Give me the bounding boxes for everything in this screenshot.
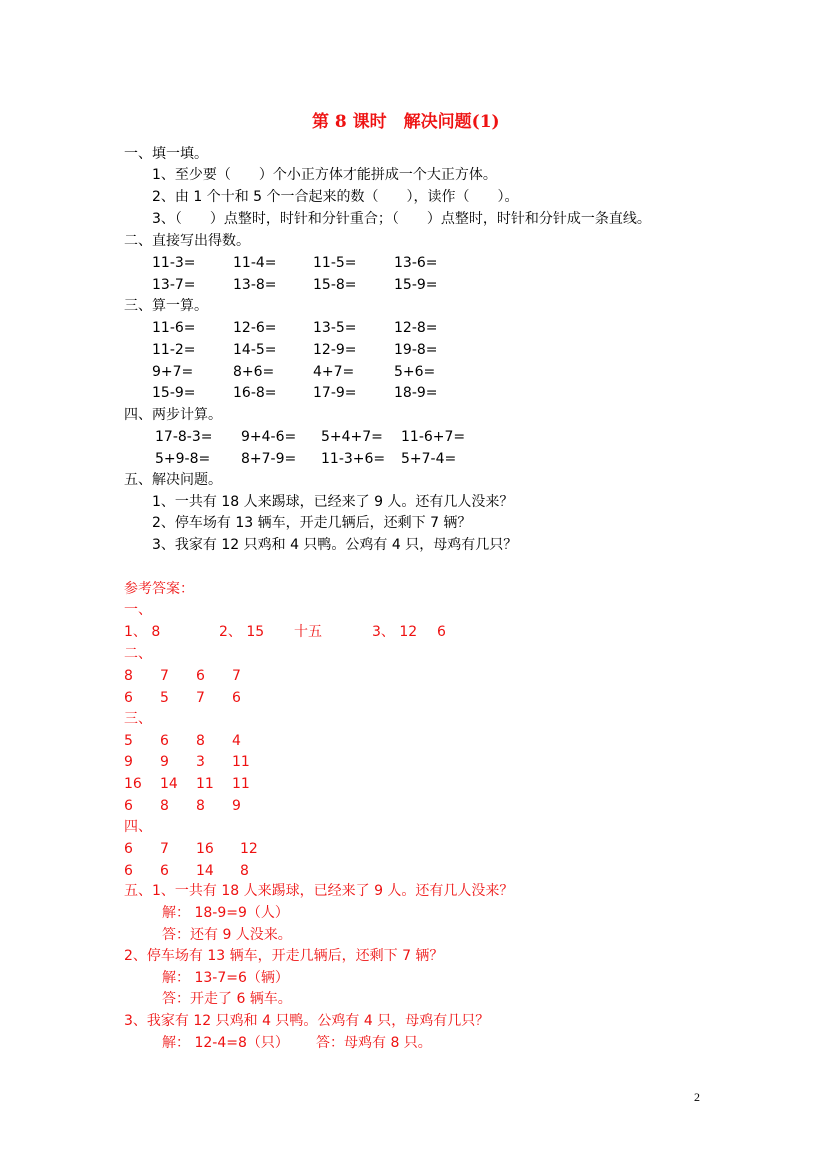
ans3-cell: 8 bbox=[160, 798, 169, 814]
ans4-cell: 7 bbox=[160, 841, 169, 857]
ans1-item: 6 bbox=[437, 624, 446, 640]
ans2-cell: 5 bbox=[160, 690, 169, 706]
ans1-item: 十五 bbox=[294, 624, 322, 640]
s3-cell: 4+7= bbox=[313, 364, 355, 380]
ans4-cell: 6 bbox=[160, 863, 169, 879]
s3-cell: 15-9= bbox=[152, 385, 196, 401]
ans2-cell: 6 bbox=[232, 690, 241, 706]
answers-5-q3-answer: 答：母鸡有 8 只。 bbox=[316, 1035, 432, 1051]
s4-cell: 11-6+7= bbox=[401, 429, 466, 445]
s3-cell: 16-8= bbox=[233, 385, 277, 401]
s3-cell: 12-6= bbox=[233, 320, 277, 336]
page-number: 2 bbox=[694, 1090, 700, 1104]
ans2-cell: 7 bbox=[232, 668, 241, 684]
s3-cell: 14-5= bbox=[233, 342, 277, 358]
s2-cell: 13-6= bbox=[394, 255, 438, 271]
ans1-item: 3、 12 bbox=[372, 624, 418, 640]
s3-cell: 12-8= bbox=[394, 320, 438, 336]
s3-cell: 19-8= bbox=[394, 342, 438, 358]
ans1-item: 2、 15 bbox=[219, 624, 265, 640]
s3-cell: 8+6= bbox=[233, 364, 275, 380]
section-3-heading: 三、算一算。 bbox=[124, 298, 208, 314]
ans3-cell: 6 bbox=[160, 733, 169, 749]
ans3-cell: 8 bbox=[196, 733, 205, 749]
ans3-cell: 8 bbox=[196, 798, 205, 814]
answers-5-q2: 2、停车场有 13 辆车，开走几辆后，还剩下 7 辆？ bbox=[124, 948, 444, 964]
s4-cell: 5+7-4= bbox=[401, 451, 457, 467]
s3-cell: 11-2= bbox=[152, 342, 196, 358]
answers-5-q2-answer: 答：开走了 6 辆车。 bbox=[162, 991, 292, 1007]
ans3-cell: 9 bbox=[160, 754, 169, 770]
s2-cell: 13-8= bbox=[233, 277, 277, 293]
ans3-cell: 16 bbox=[124, 776, 142, 792]
answers-5-q3-solution: 解： 12-4=8（只） bbox=[162, 1035, 289, 1051]
ans3-cell: 4 bbox=[232, 733, 241, 749]
s2-cell: 13-7= bbox=[152, 277, 196, 293]
answers-3-label: 三、 bbox=[124, 711, 152, 727]
ans4-cell: 6 bbox=[124, 863, 133, 879]
ans3-cell: 9 bbox=[124, 754, 133, 770]
answers-5-q3: 3、我家有 12 只鸡和 4 只鸭。公鸡有 4 只，母鸡有几只？ bbox=[124, 1013, 490, 1029]
answers-4-label: 四、 bbox=[124, 819, 152, 835]
s4-cell: 5+9-8= bbox=[155, 451, 211, 467]
s2-cell: 11-5= bbox=[313, 255, 357, 271]
s3-cell: 18-9= bbox=[394, 385, 438, 401]
s3-cell: 9+7= bbox=[152, 364, 194, 380]
s3-cell: 11-6= bbox=[152, 320, 196, 336]
answers-2-label: 二、 bbox=[124, 646, 152, 662]
ans4-cell: 12 bbox=[240, 841, 258, 857]
answers-5-q1-answer: 答：还有 9 人没来。 bbox=[162, 927, 292, 943]
s2-cell: 11-3= bbox=[152, 255, 196, 271]
s4-cell: 17-8-3= bbox=[155, 429, 213, 445]
s3-cell: 17-9= bbox=[313, 385, 357, 401]
section-5-heading: 五、解决问题。 bbox=[124, 472, 222, 488]
answers-5-q1: 五、1、一共有 18 人来踢球，已经来了 9 人。还有几人没来？ bbox=[124, 883, 514, 899]
ans2-cell: 6 bbox=[124, 690, 133, 706]
ans2-cell: 8 bbox=[124, 668, 133, 684]
s3-cell: 5+6= bbox=[394, 364, 436, 380]
ans2-cell: 7 bbox=[160, 668, 169, 684]
ans2-cell: 7 bbox=[196, 690, 205, 706]
s4-cell: 9+4-6= bbox=[241, 429, 297, 445]
section-4-heading: 四、两步计算。 bbox=[124, 407, 222, 423]
answers-5-q1-solution: 解： 18-9=9（人） bbox=[162, 905, 289, 921]
s3-cell: 13-5= bbox=[313, 320, 357, 336]
ans4-cell: 14 bbox=[196, 863, 214, 879]
s2-cell: 15-8= bbox=[313, 277, 357, 293]
section-5-q2: 2、停车场有 13 辆车，开走几辆后，还剩下 7 辆？ bbox=[152, 515, 472, 531]
answers-1-label: 一、 bbox=[124, 602, 152, 618]
section-1-q3: 3、（ ）点整时，时针和分针重合；（ ）点整时，时针和分针成一条直线。 bbox=[152, 211, 651, 227]
section-5-q1: 1、一共有 18 人来踢球，已经来了 9 人。还有几人没来？ bbox=[152, 494, 514, 510]
section-1-q2: 2、由 1 个十和 5 个一合起来的数（ ），读作（ ）。 bbox=[152, 189, 519, 205]
ans4-cell: 16 bbox=[196, 841, 214, 857]
ans3-cell: 9 bbox=[232, 798, 241, 814]
s2-cell: 11-4= bbox=[233, 255, 277, 271]
page-title: 第 8 课时 解决问题(1) bbox=[312, 112, 500, 132]
ans2-cell: 6 bbox=[196, 668, 205, 684]
s4-cell: 5+4+7= bbox=[321, 429, 383, 445]
ans3-cell: 3 bbox=[196, 754, 205, 770]
answers-5-q2-solution: 解： 13-7=6（辆） bbox=[162, 970, 289, 986]
ans3-cell: 14 bbox=[160, 776, 178, 792]
answers-heading: 参考答案： bbox=[124, 581, 194, 597]
ans3-cell: 11 bbox=[232, 754, 250, 770]
ans3-cell: 11 bbox=[232, 776, 250, 792]
ans4-cell: 8 bbox=[240, 863, 249, 879]
s4-cell: 11-3+6= bbox=[321, 451, 386, 467]
ans4-cell: 6 bbox=[124, 841, 133, 857]
ans3-cell: 11 bbox=[196, 776, 214, 792]
section-2-heading: 二、直接写出得数。 bbox=[124, 233, 250, 249]
ans1-item: 1、 8 bbox=[124, 624, 161, 640]
section-1-q1: 1、至少要（ ）个小正方体才能拼成一个大正方体。 bbox=[152, 167, 497, 183]
section-5-q3: 3、我家有 12 只鸡和 4 只鸭。公鸡有 4 只，母鸡有几只？ bbox=[152, 537, 518, 553]
s4-cell: 8+7-9= bbox=[241, 451, 297, 467]
ans3-cell: 5 bbox=[124, 733, 133, 749]
ans3-cell: 6 bbox=[124, 798, 133, 814]
section-1-heading: 一、填一填。 bbox=[124, 146, 208, 162]
s3-cell: 12-9= bbox=[313, 342, 357, 358]
s2-cell: 15-9= bbox=[394, 277, 438, 293]
